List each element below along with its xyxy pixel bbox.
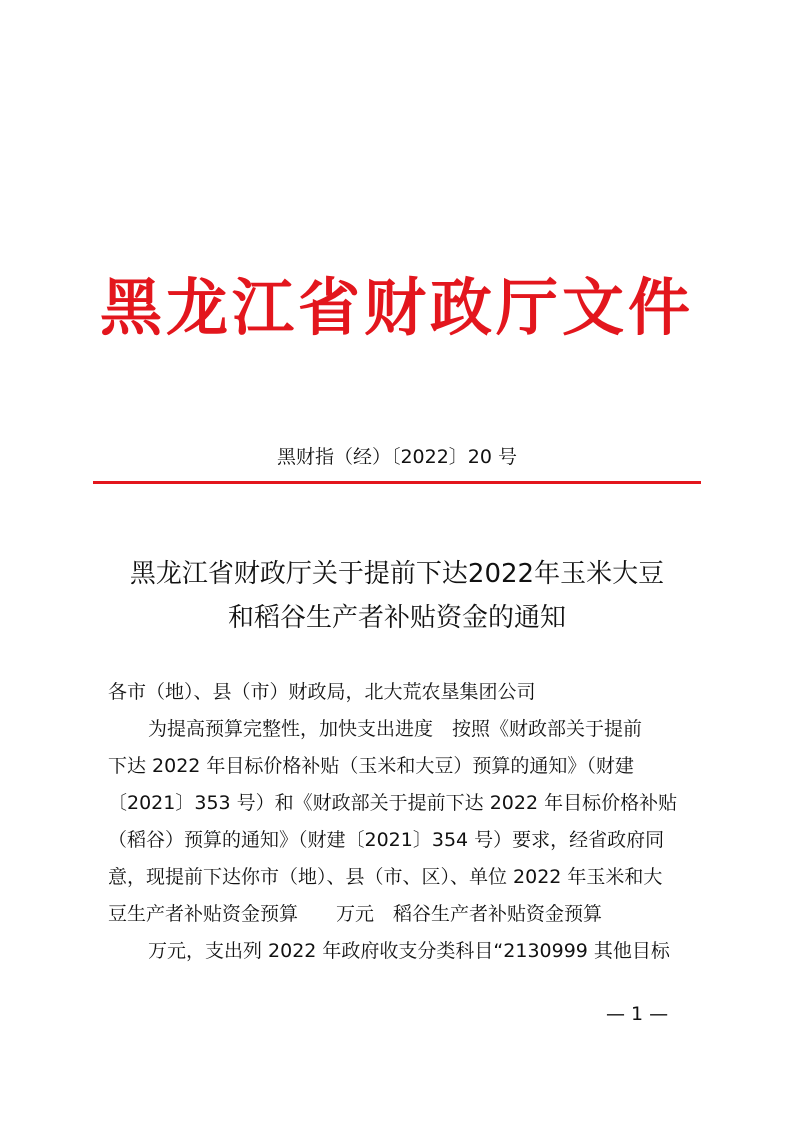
title-line-1: 黑龙江省财政厅关于提前下达2022年玉米大豆 [129,559,665,589]
body-line: 下达 2022 年目标价格补贴（玉米和大豆）预算的通知》（财建 [108,755,634,777]
body-line: （稻谷）预算的通知》（财建〔2021〕354 号）要求，经省政府同 [108,829,665,851]
body-line: 豆生产者补贴资金预算 万元 稻谷生产者补贴资金预算 [108,903,603,925]
title-line-2: 和稻谷生产者补贴资金的通知 [227,603,566,633]
body-line: 〔2021〕353 号）和《财政部关于提前下达 2022 年目标价格补贴 [108,792,678,814]
body-text [108,716,708,975]
body-line: 为提高预算完整性，加快支出进度 按照《财政部关于提前 [148,718,643,740]
red-masthead: 黑龙江省财政厅文件 [99,271,694,344]
page-number: — 1 — [606,1003,669,1025]
body-line: 意，现提前下达你市（地）、县（市、区）、单位 2022 年玉米和大 [108,866,663,888]
body-line: 万元，支出列 2022 年政府收支分类科目“2130999 其他目标 [148,940,670,962]
document-title [60,552,734,640]
addressee: 各市（地）、县（市）财政局，北大荒农垦集团公司 [108,681,536,703]
document-number: 黑财指（经）〔2022〕20 号 [276,446,518,468]
red-divider-line [93,481,701,484]
